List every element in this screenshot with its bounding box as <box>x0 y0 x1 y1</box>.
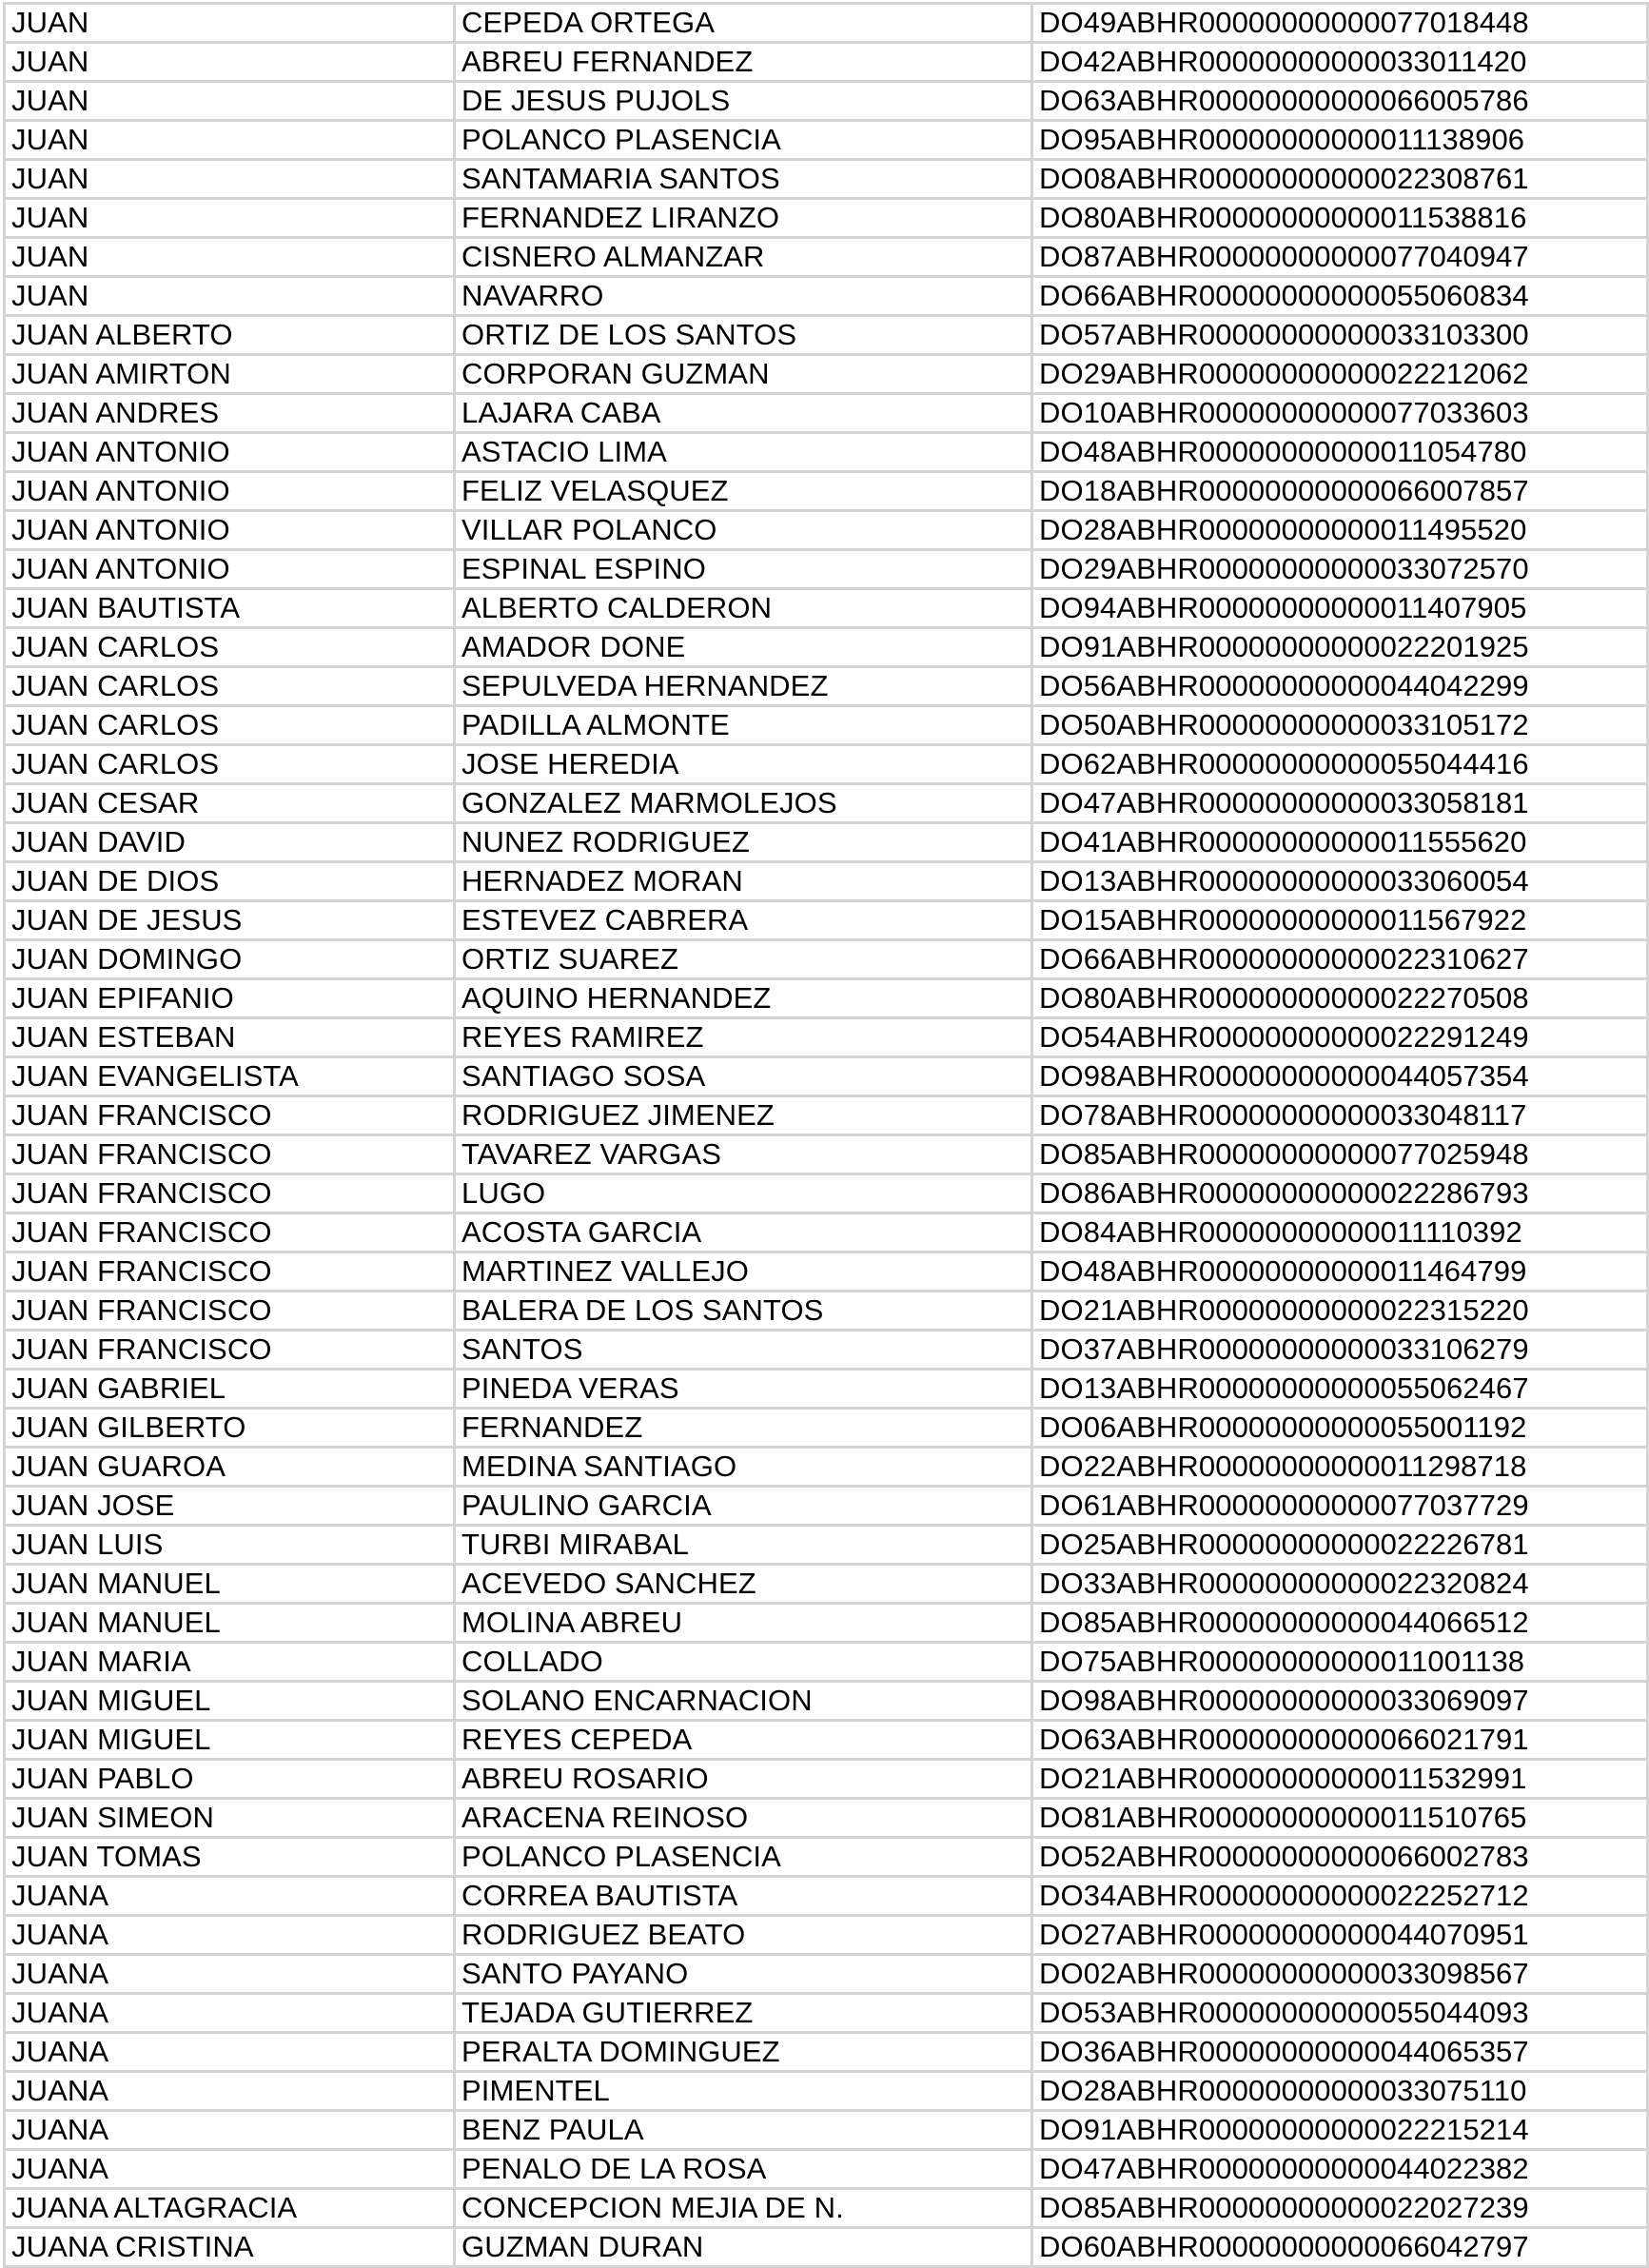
table-row <box>5 1526 1648 1565</box>
last-name-cell: NUNEZ RODRIGUEZ <box>455 823 1032 862</box>
account-cell: DO78ABHR00000000000033048117 <box>1032 1096 1648 1135</box>
account-cell: DO84ABHR00000000000011110392 <box>1032 1213 1648 1252</box>
table-row <box>5 1721 1648 1760</box>
first-name-cell: JUAN AMIRTON <box>5 355 455 394</box>
table-body <box>5 4 1648 2267</box>
account-cell: DO15ABHR00000000000011567922 <box>1032 901 1648 940</box>
last-name-cell: TAVAREZ VARGAS <box>455 1135 1032 1174</box>
last-name-cell: BENZ PAULA <box>455 2111 1032 2150</box>
table-row <box>5 2072 1648 2111</box>
table-row <box>5 1955 1648 1994</box>
first-name-cell: JUAN EVANGELISTA <box>5 1057 455 1096</box>
table-row <box>5 2189 1648 2228</box>
first-name-cell: JUAN LUIS <box>5 1526 455 1565</box>
first-name-cell: JUAN <box>5 277 455 316</box>
account-cell: DO49ABHR00000000000077018448 <box>1032 4 1648 43</box>
table-row <box>5 1487 1648 1526</box>
account-cell: DO42ABHR00000000000033011420 <box>1032 43 1648 82</box>
first-name-cell: JUAN ANTONIO <box>5 472 455 511</box>
first-name-cell: JUAN EPIFANIO <box>5 979 455 1018</box>
last-name-cell: SOLANO ENCARNACION <box>455 1682 1032 1721</box>
table-row <box>5 1682 1648 1721</box>
first-name-cell: JUAN MIGUEL <box>5 1721 455 1760</box>
first-name-cell: JUANA CRISTINA <box>5 2228 455 2267</box>
account-cell: DO85ABHR00000000000077025948 <box>1032 1135 1648 1174</box>
last-name-cell: HERNADEZ MORAN <box>455 862 1032 901</box>
account-cell: DO52ABHR00000000000066002783 <box>1032 1838 1648 1877</box>
first-name-cell: JUAN ANTONIO <box>5 550 455 589</box>
first-name-cell: JUAN GILBERTO <box>5 1409 455 1448</box>
account-cell: DO27ABHR00000000000044070951 <box>1032 1916 1648 1955</box>
first-name-cell: JUAN FRANCISCO <box>5 1292 455 1331</box>
last-name-cell: FELIZ VELASQUEZ <box>455 472 1032 511</box>
last-name-cell: JOSE HEREDIA <box>455 745 1032 784</box>
last-name-cell: ABREU FERNANDEZ <box>455 43 1032 82</box>
first-name-cell: JUANA <box>5 2150 455 2189</box>
account-cell: DO47ABHR00000000000044022382 <box>1032 2150 1648 2189</box>
table-row <box>5 1877 1648 1916</box>
account-cell: DO53ABHR00000000000055044093 <box>1032 1994 1648 2033</box>
last-name-cell: ORTIZ DE LOS SANTOS <box>455 316 1032 355</box>
table-row <box>5 667 1648 706</box>
first-name-cell: JUAN FRANCISCO <box>5 1096 455 1135</box>
account-cell: DO57ABHR00000000000033103300 <box>1032 316 1648 355</box>
last-name-cell: CONCEPCION MEJIA DE N. <box>455 2189 1032 2228</box>
first-name-cell: JUAN FRANCISCO <box>5 1213 455 1252</box>
first-name-cell: JUAN GUAROA <box>5 1448 455 1487</box>
last-name-cell: POLANCO PLASENCIA <box>455 121 1032 160</box>
data-table <box>3 2 1649 2268</box>
table-row <box>5 550 1648 589</box>
account-cell: DO86ABHR00000000000022286793 <box>1032 1174 1648 1213</box>
last-name-cell: VILLAR POLANCO <box>455 511 1032 550</box>
account-cell: DO08ABHR00000000000022308761 <box>1032 160 1648 199</box>
account-cell: DO81ABHR00000000000011510765 <box>1032 1799 1648 1838</box>
first-name-cell: JUAN MANUEL <box>5 1604 455 1643</box>
first-name-cell: JUAN CARLOS <box>5 667 455 706</box>
first-name-cell: JUAN <box>5 160 455 199</box>
account-cell: DO66ABHR00000000000055060834 <box>1032 277 1648 316</box>
account-cell: DO36ABHR00000000000044065357 <box>1032 2033 1648 2072</box>
account-cell: DO62ABHR00000000000055044416 <box>1032 745 1648 784</box>
account-cell: DO56ABHR00000000000044042299 <box>1032 667 1648 706</box>
table-row <box>5 2033 1648 2072</box>
table-row <box>5 1994 1648 2033</box>
first-name-cell: JUAN PABLO <box>5 1760 455 1799</box>
table-row <box>5 1057 1648 1096</box>
last-name-cell: TURBI MIRABAL <box>455 1526 1032 1565</box>
table-row <box>5 1135 1648 1174</box>
account-cell: DO41ABHR00000000000011555620 <box>1032 823 1648 862</box>
account-cell: DO10ABHR00000000000077033603 <box>1032 394 1648 433</box>
last-name-cell: CORREA BAUTISTA <box>455 1877 1032 1916</box>
table-row <box>5 2111 1648 2150</box>
account-cell: DO91ABHR00000000000022215214 <box>1032 2111 1648 2150</box>
table-row <box>5 277 1648 316</box>
last-name-cell: SANTO PAYANO <box>455 1955 1032 1994</box>
table-row <box>5 1213 1648 1252</box>
last-name-cell: ARACENA REINOSO <box>455 1799 1032 1838</box>
first-name-cell: JUAN ANTONIO <box>5 433 455 472</box>
account-cell: DO85ABHR00000000000022027239 <box>1032 2189 1648 2228</box>
last-name-cell: GONZALEZ MARMOLEJOS <box>455 784 1032 823</box>
last-name-cell: AQUINO HERNANDEZ <box>455 979 1032 1018</box>
last-name-cell: ESTEVEZ CABRERA <box>455 901 1032 940</box>
table-row <box>5 2228 1648 2267</box>
last-name-cell: LAJARA CABA <box>455 394 1032 433</box>
last-name-cell: PIMENTEL <box>455 2072 1032 2111</box>
account-cell: DO63ABHR00000000000066005786 <box>1032 82 1648 121</box>
account-cell: DO22ABHR00000000000011298718 <box>1032 1448 1648 1487</box>
last-name-cell: REYES CEPEDA <box>455 1721 1032 1760</box>
last-name-cell: BALERA DE LOS SANTOS <box>455 1292 1032 1331</box>
account-cell: DO98ABHR00000000000044057354 <box>1032 1057 1648 1096</box>
last-name-cell: MARTINEZ VALLEJO <box>455 1252 1032 1292</box>
last-name-cell: AMADOR DONE <box>455 628 1032 667</box>
table-row <box>5 1643 1648 1682</box>
first-name-cell: JUAN BAUTISTA <box>5 589 455 628</box>
first-name-cell: JUAN CARLOS <box>5 628 455 667</box>
account-cell: DO98ABHR00000000000033069097 <box>1032 1682 1648 1721</box>
first-name-cell: JUAN CARLOS <box>5 745 455 784</box>
account-cell: DO91ABHR00000000000022201925 <box>1032 628 1648 667</box>
first-name-cell: JUANA <box>5 2111 455 2150</box>
first-name-cell: JUANA <box>5 1994 455 2033</box>
first-name-cell: JUAN <box>5 121 455 160</box>
last-name-cell: ALBERTO CALDERON <box>455 589 1032 628</box>
last-name-cell: POLANCO PLASENCIA <box>455 1838 1032 1877</box>
account-cell: DO66ABHR00000000000022310627 <box>1032 940 1648 979</box>
last-name-cell: MOLINA ABREU <box>455 1604 1032 1643</box>
table-row <box>5 1252 1648 1292</box>
account-cell: DO28ABHR00000000000033075110 <box>1032 2072 1648 2111</box>
first-name-cell: JUANA <box>5 2072 455 2111</box>
first-name-cell: JUAN <box>5 238 455 277</box>
table-row <box>5 1370 1648 1409</box>
first-name-cell: JUAN DE DIOS <box>5 862 455 901</box>
first-name-cell: JUANA ALTAGRACIA <box>5 2189 455 2228</box>
last-name-cell: DE JESUS PUJOLS <box>455 82 1032 121</box>
table-row <box>5 160 1648 199</box>
last-name-cell: FERNANDEZ LIRANZO <box>455 199 1032 238</box>
last-name-cell: FERNANDEZ <box>455 1409 1032 1448</box>
last-name-cell: RODRIGUEZ JIMENEZ <box>455 1096 1032 1135</box>
table-row <box>5 745 1648 784</box>
last-name-cell: PENALO DE LA ROSA <box>455 2150 1032 2189</box>
last-name-cell: MEDINA SANTIAGO <box>455 1448 1032 1487</box>
last-name-cell: SANTAMARIA SANTOS <box>455 160 1032 199</box>
account-cell: DO29ABHR00000000000033072570 <box>1032 550 1648 589</box>
table-row <box>5 4 1648 43</box>
table-row <box>5 1799 1648 1838</box>
table-row <box>5 238 1648 277</box>
first-name-cell: JUAN ANDRES <box>5 394 455 433</box>
table-row <box>5 1760 1648 1799</box>
table-row <box>5 1604 1648 1643</box>
table-row <box>5 1292 1648 1331</box>
account-cell: DO18ABHR00000000000066007857 <box>1032 472 1648 511</box>
first-name-cell: JUAN JOSE <box>5 1487 455 1526</box>
first-name-cell: JUAN SIMEON <box>5 1799 455 1838</box>
last-name-cell: SEPULVEDA HERNANDEZ <box>455 667 1032 706</box>
account-cell: DO29ABHR00000000000022212062 <box>1032 355 1648 394</box>
last-name-cell: PINEDA VERAS <box>455 1370 1032 1409</box>
last-name-cell: CEPEDA ORTEGA <box>455 4 1032 43</box>
first-name-cell: JUANA <box>5 1955 455 1994</box>
account-cell: DO33ABHR00000000000022320824 <box>1032 1565 1648 1604</box>
account-cell: DO21ABHR00000000000011532991 <box>1032 1760 1648 1799</box>
account-cell: DO48ABHR00000000000011464799 <box>1032 1252 1648 1292</box>
last-name-cell: SANTOS <box>455 1331 1032 1370</box>
first-name-cell: JUAN CARLOS <box>5 706 455 745</box>
table-row <box>5 1409 1648 1448</box>
account-cell: DO25ABHR00000000000022226781 <box>1032 1526 1648 1565</box>
first-name-cell: JUAN FRANCISCO <box>5 1331 455 1370</box>
last-name-cell: CISNERO ALMANZAR <box>455 238 1032 277</box>
last-name-cell: ESPINAL ESPINO <box>455 550 1032 589</box>
table-row <box>5 1018 1648 1057</box>
account-cell: DO50ABHR00000000000033105172 <box>1032 706 1648 745</box>
first-name-cell: JUAN FRANCISCO <box>5 1174 455 1213</box>
account-cell: DO75ABHR00000000000011001138 <box>1032 1643 1648 1682</box>
table-row <box>5 1096 1648 1135</box>
account-cell: DO13ABHR00000000000033060054 <box>1032 862 1648 901</box>
account-cell: DO06ABHR00000000000055001192 <box>1032 1409 1648 1448</box>
table-row <box>5 823 1648 862</box>
account-cell: DO34ABHR00000000000022252712 <box>1032 1877 1648 1916</box>
first-name-cell: JUAN ALBERTO <box>5 316 455 355</box>
last-name-cell: COLLADO <box>455 1643 1032 1682</box>
last-name-cell: RODRIGUEZ BEATO <box>455 1916 1032 1955</box>
first-name-cell: JUAN DOMINGO <box>5 940 455 979</box>
table-row <box>5 862 1648 901</box>
table-row <box>5 1174 1648 1213</box>
table-row <box>5 394 1648 433</box>
account-cell: DO61ABHR00000000000077037729 <box>1032 1487 1648 1526</box>
last-name-cell: ASTACIO LIMA <box>455 433 1032 472</box>
account-cell: DO47ABHR00000000000033058181 <box>1032 784 1648 823</box>
first-name-cell: JUAN FRANCISCO <box>5 1135 455 1174</box>
first-name-cell: JUAN MANUEL <box>5 1565 455 1604</box>
table-row <box>5 316 1648 355</box>
first-name-cell: JUANA <box>5 1877 455 1916</box>
first-name-cell: JUAN <box>5 82 455 121</box>
table-row <box>5 355 1648 394</box>
first-name-cell: JUAN <box>5 199 455 238</box>
table-row <box>5 1565 1648 1604</box>
account-cell: DO28ABHR00000000000011495520 <box>1032 511 1648 550</box>
first-name-cell: JUAN <box>5 4 455 43</box>
table-row <box>5 82 1648 121</box>
account-cell: DO13ABHR00000000000055062467 <box>1032 1370 1648 1409</box>
last-name-cell: GUZMAN DURAN <box>455 2228 1032 2267</box>
first-name-cell: JUANA <box>5 2033 455 2072</box>
last-name-cell: PADILLA ALMONTE <box>455 706 1032 745</box>
table-row <box>5 43 1648 82</box>
table-row <box>5 199 1648 238</box>
account-cell: DO95ABHR00000000000011138906 <box>1032 121 1648 160</box>
last-name-cell: PAULINO GARCIA <box>455 1487 1032 1526</box>
first-name-cell: JUAN GABRIEL <box>5 1370 455 1409</box>
first-name-cell: JUAN MARIA <box>5 1643 455 1682</box>
table-row <box>5 589 1648 628</box>
table-row <box>5 1838 1648 1877</box>
table-row <box>5 1916 1648 1955</box>
table-row <box>5 940 1648 979</box>
account-cell: DO02ABHR00000000000033098567 <box>1032 1955 1648 1994</box>
table-row <box>5 511 1648 550</box>
last-name-cell: PERALTA DOMINGUEZ <box>455 2033 1032 2072</box>
first-name-cell: JUAN <box>5 43 455 82</box>
first-name-cell: JUAN DAVID <box>5 823 455 862</box>
last-name-cell: CORPORAN GUZMAN <box>455 355 1032 394</box>
account-cell: DO94ABHR00000000000011407905 <box>1032 589 1648 628</box>
first-name-cell: JUAN ANTONIO <box>5 511 455 550</box>
account-cell: DO60ABHR00000000000066042797 <box>1032 2228 1648 2267</box>
first-name-cell: JUAN TOMAS <box>5 1838 455 1877</box>
first-name-cell: JUAN FRANCISCO <box>5 1252 455 1292</box>
table-row <box>5 433 1648 472</box>
account-cell: DO87ABHR00000000000077040947 <box>1032 238 1648 277</box>
last-name-cell: SANTIAGO SOSA <box>455 1057 1032 1096</box>
first-name-cell: JUAN CESAR <box>5 784 455 823</box>
account-cell: DO80ABHR00000000000011538816 <box>1032 199 1648 238</box>
table-row <box>5 979 1648 1018</box>
last-name-cell: LUGO <box>455 1174 1032 1213</box>
table-row <box>5 1331 1648 1370</box>
last-name-cell: ACEVEDO SANCHEZ <box>455 1565 1032 1604</box>
account-cell: DO63ABHR00000000000066021791 <box>1032 1721 1648 1760</box>
first-name-cell: JUAN DE JESUS <box>5 901 455 940</box>
account-cell: DO37ABHR00000000000033106279 <box>1032 1331 1648 1370</box>
table-row <box>5 121 1648 160</box>
last-name-cell: REYES RAMIREZ <box>455 1018 1032 1057</box>
last-name-cell: TEJADA GUTIERREZ <box>455 1994 1032 2033</box>
first-name-cell: JUAN MIGUEL <box>5 1682 455 1721</box>
account-cell: DO85ABHR00000000000044066512 <box>1032 1604 1648 1643</box>
table-row <box>5 706 1648 745</box>
table-row <box>5 901 1648 940</box>
first-name-cell: JUANA <box>5 1916 455 1955</box>
account-cell: DO80ABHR00000000000022270508 <box>1032 979 1648 1018</box>
table-row <box>5 628 1648 667</box>
table-row <box>5 1448 1648 1487</box>
account-cell: DO54ABHR00000000000022291249 <box>1032 1018 1648 1057</box>
last-name-cell: ACOSTA GARCIA <box>455 1213 1032 1252</box>
account-cell: DO21ABHR00000000000022315220 <box>1032 1292 1648 1331</box>
first-name-cell: JUAN ESTEBAN <box>5 1018 455 1057</box>
last-name-cell: NAVARRO <box>455 277 1032 316</box>
table-row <box>5 472 1648 511</box>
table-row <box>5 2150 1648 2189</box>
last-name-cell: ABREU ROSARIO <box>455 1760 1032 1799</box>
last-name-cell: ORTIZ SUAREZ <box>455 940 1032 979</box>
table-row <box>5 784 1648 823</box>
account-cell: DO48ABHR00000000000011054780 <box>1032 433 1648 472</box>
